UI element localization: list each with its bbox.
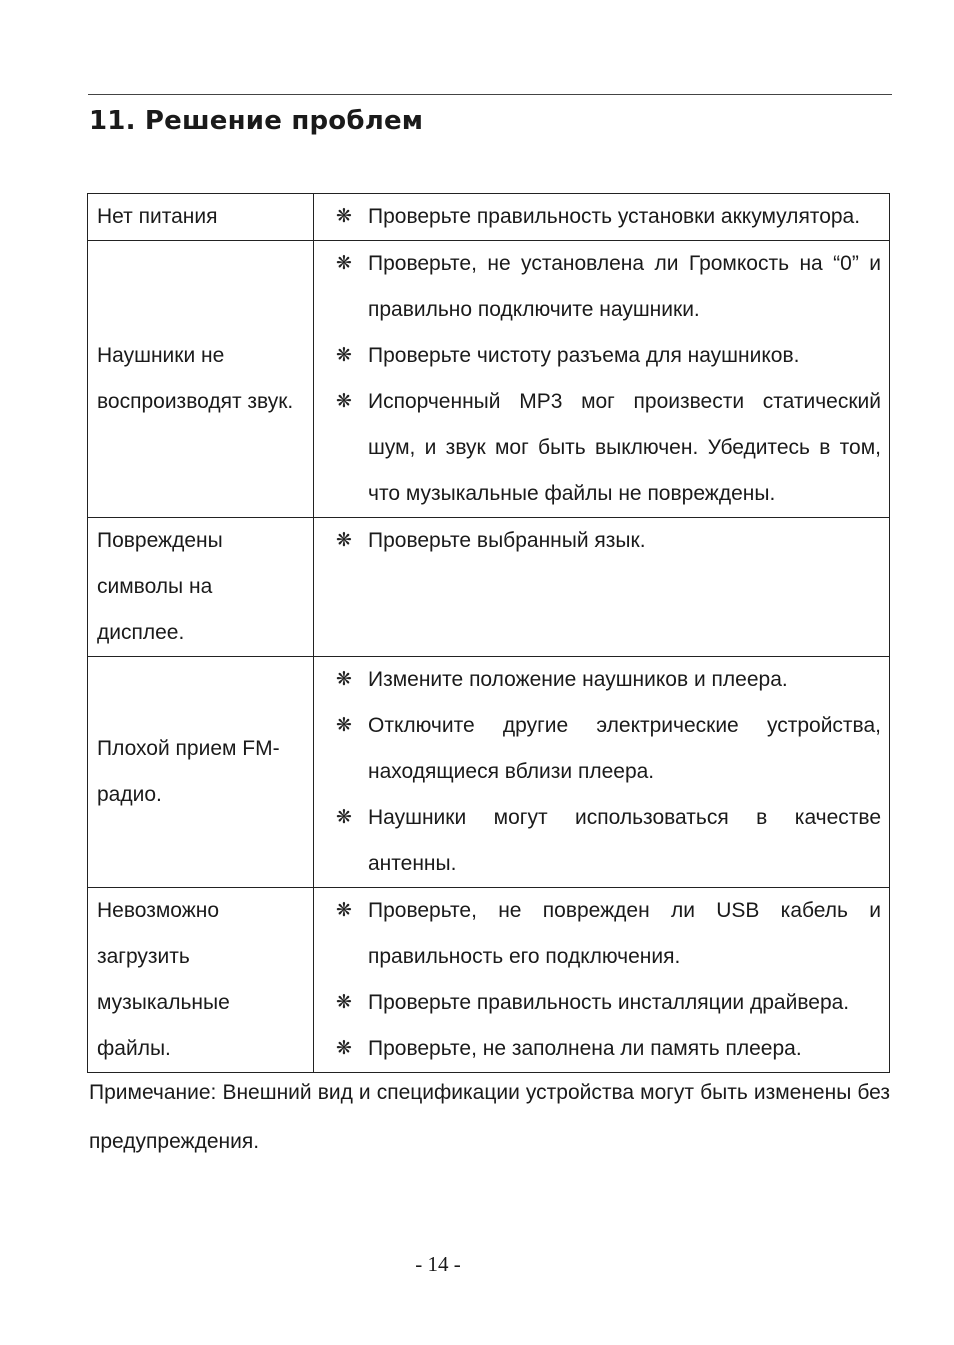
snowflake-asterisk-icon: ❋: [336, 530, 352, 551]
snowflake-asterisk-icon: ❋: [336, 391, 352, 412]
problem-cell: [88, 194, 314, 241]
table-row: [88, 518, 890, 657]
solution-text: Проверьте, не установлена ли Громкость на “0” и правильно подключите наушники.: [368, 252, 881, 321]
solution-text: Проверьте чистоту разъема для наушников.: [368, 344, 800, 367]
page-number: - 14 -: [415, 1252, 461, 1276]
solution-cell: [314, 518, 890, 657]
problem-cell: [88, 657, 314, 888]
solution-cell: [314, 194, 890, 241]
troubleshooting-table: [87, 193, 890, 1073]
disclaimer-note: Примечание: Внешний вид и спецификации устройства могут быть изменены без предупреждения.: [89, 1081, 890, 1153]
solution-text: Испорченный MP3 мог произвести статический шум, и звук мог быть выключен. Убедитесь в том, что музыкальные файлы не повреждены.: [368, 390, 881, 505]
snowflake-asterisk-icon: ❋: [336, 206, 352, 227]
problem-label: Нет питания: [97, 205, 218, 228]
solution-item: [336, 241, 881, 333]
problem-label: Невозможно загрузить музыкальные файлы.: [97, 899, 230, 1060]
solution-item: [336, 379, 881, 517]
solution-item: [336, 657, 881, 703]
solution-item: [336, 518, 881, 564]
solution-text: Проверьте, не заполнена ли память плеера.: [368, 1037, 802, 1060]
solution-text: Измените положение наушников и плеера.: [368, 668, 788, 691]
solution-text: Проверьте, не поврежден ли USB кабель и правильность его подключения.: [368, 899, 881, 968]
problem-cell: [88, 518, 314, 657]
table-row: [88, 241, 890, 518]
snowflake-asterisk-icon: ❋: [336, 669, 352, 690]
solution-item: [336, 194, 881, 240]
solution-text: Наушники могут использоваться в качестве антенны.: [368, 806, 881, 875]
solution-text: Проверьте правильность установки аккумулятора.: [368, 205, 861, 228]
snowflake-asterisk-icon: ❋: [336, 807, 352, 828]
problem-label: Наушники не воспроизводят звук.: [97, 344, 294, 413]
problem-cell: [88, 888, 314, 1073]
solution-cell: [314, 241, 890, 518]
solution-text: Проверьте правильность инсталляции драйвера.: [368, 991, 850, 1014]
solution-item: [336, 333, 881, 379]
header-rule: [88, 94, 892, 95]
solution-text: Отключите другие электрические устройства, находящиеся вблизи плеера.: [368, 714, 881, 783]
table-row: [88, 888, 890, 1073]
solution-text: Проверьте выбранный язык.: [368, 529, 646, 552]
snowflake-asterisk-icon: ❋: [336, 345, 352, 366]
solution-item: [336, 703, 881, 795]
table-row: [88, 657, 890, 888]
table-row: [88, 194, 890, 241]
snowflake-asterisk-icon: ❋: [336, 900, 352, 921]
solution-item: [336, 980, 881, 1026]
snowflake-asterisk-icon: ❋: [336, 253, 352, 274]
snowflake-asterisk-icon: ❋: [336, 992, 352, 1013]
solution-cell: [314, 657, 890, 888]
solution-item: [336, 1026, 881, 1072]
solution-item: [336, 888, 881, 980]
solution-cell: [314, 888, 890, 1073]
problem-label: Плохой прием FM-радио.: [97, 737, 280, 806]
problem-label: Повреждены символы на дисплее.: [97, 529, 223, 644]
snowflake-asterisk-icon: ❋: [336, 715, 352, 736]
snowflake-asterisk-icon: ❋: [336, 1038, 352, 1059]
problem-cell: [88, 241, 314, 518]
section-title: 11. Решение проблем: [89, 106, 424, 136]
solution-item: [336, 795, 881, 887]
